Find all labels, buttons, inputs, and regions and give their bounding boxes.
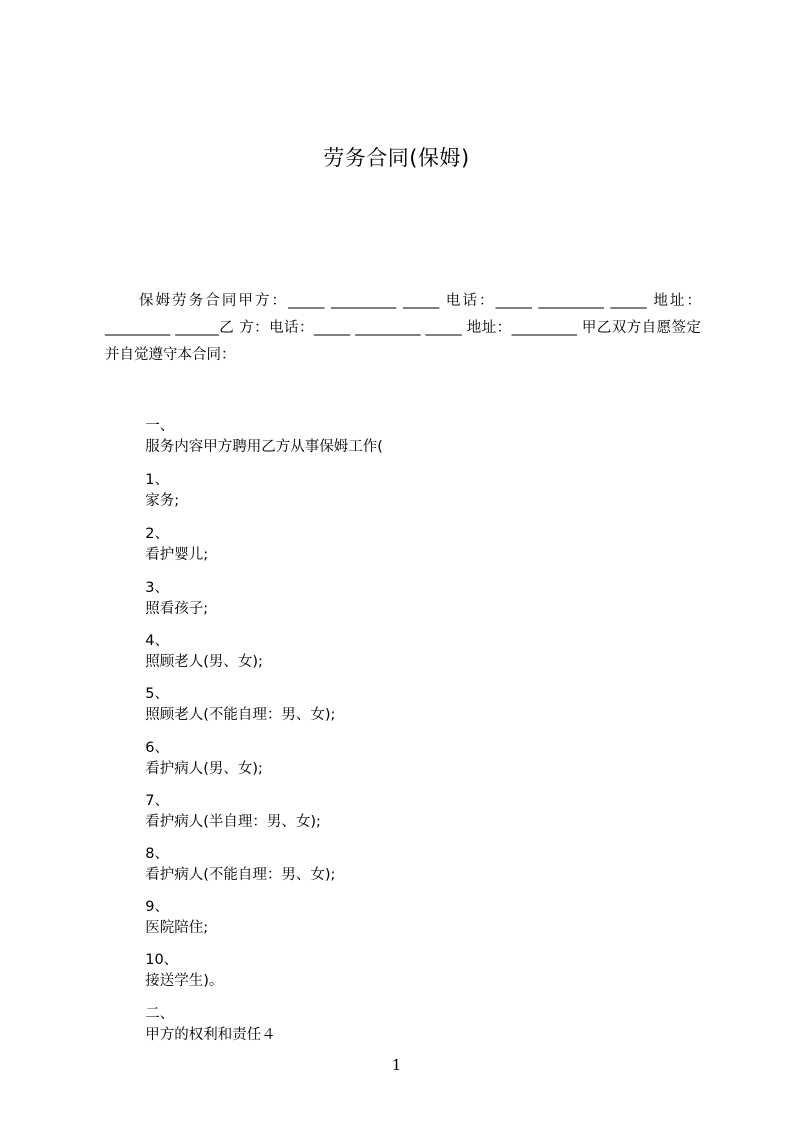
- item-number: 7、: [145, 793, 169, 809]
- section-number: 二、: [145, 1006, 175, 1022]
- list-item: [136, 666, 335, 724]
- item-text: 看护病人(半自理：男、女);: [145, 814, 321, 830]
- item-text: 看护病人(不能自理：男、女);: [145, 867, 336, 883]
- item-number: 1、: [145, 472, 169, 488]
- section-heading-2: [136, 986, 276, 1044]
- section-number: 一、: [145, 418, 175, 434]
- list-item: [136, 826, 335, 884]
- item-text: 看护婴儿;: [145, 547, 209, 563]
- item-number: 2、: [145, 526, 169, 542]
- page-number: 1: [391, 1056, 402, 1074]
- document-title: 劳务合同(保姆): [323, 146, 470, 170]
- list-item: [136, 720, 263, 778]
- list-item: [136, 560, 208, 618]
- intro-paragraph: 保姆劳务合同甲方：_____ _________ _____ 电话：_____ _________ _____ 地址：_________ ______乙 方：电话：_____ _________ _____ 地址：_________ 甲乙双方自愿签定并自觉遵守本合同：: [105, 293, 701, 363]
- item-text: 照顾老人(男、女);: [145, 654, 263, 670]
- item-number: 6、: [145, 740, 169, 756]
- item-text: 照看孩子;: [145, 601, 209, 617]
- list-item: [136, 613, 263, 671]
- list-item: [136, 932, 223, 990]
- item-text: 照顾老人(不能自理：男、女);: [145, 707, 336, 723]
- list-item: [136, 506, 208, 564]
- item-text: 接送学生)。: [145, 973, 224, 989]
- item-number: 4、: [145, 633, 169, 649]
- item-text: 医院陪住;: [145, 920, 209, 936]
- item-number: 10、: [145, 952, 179, 968]
- list-item: [136, 879, 208, 937]
- section-text: 甲方的权利和责任４: [145, 1027, 276, 1043]
- list-item: [136, 452, 179, 510]
- item-number: 5、: [145, 686, 169, 702]
- item-number: 3、: [145, 580, 169, 596]
- item-text: 看护病人(男、女);: [145, 761, 263, 777]
- list-item: [136, 773, 321, 831]
- item-number: 8、: [145, 846, 169, 862]
- section-text: 服务内容甲方聘用乙方从事保姆工作(: [145, 439, 383, 455]
- item-number: 9、: [145, 899, 169, 915]
- item-text: 家务;: [145, 493, 180, 509]
- section-heading-1: [136, 398, 383, 456]
